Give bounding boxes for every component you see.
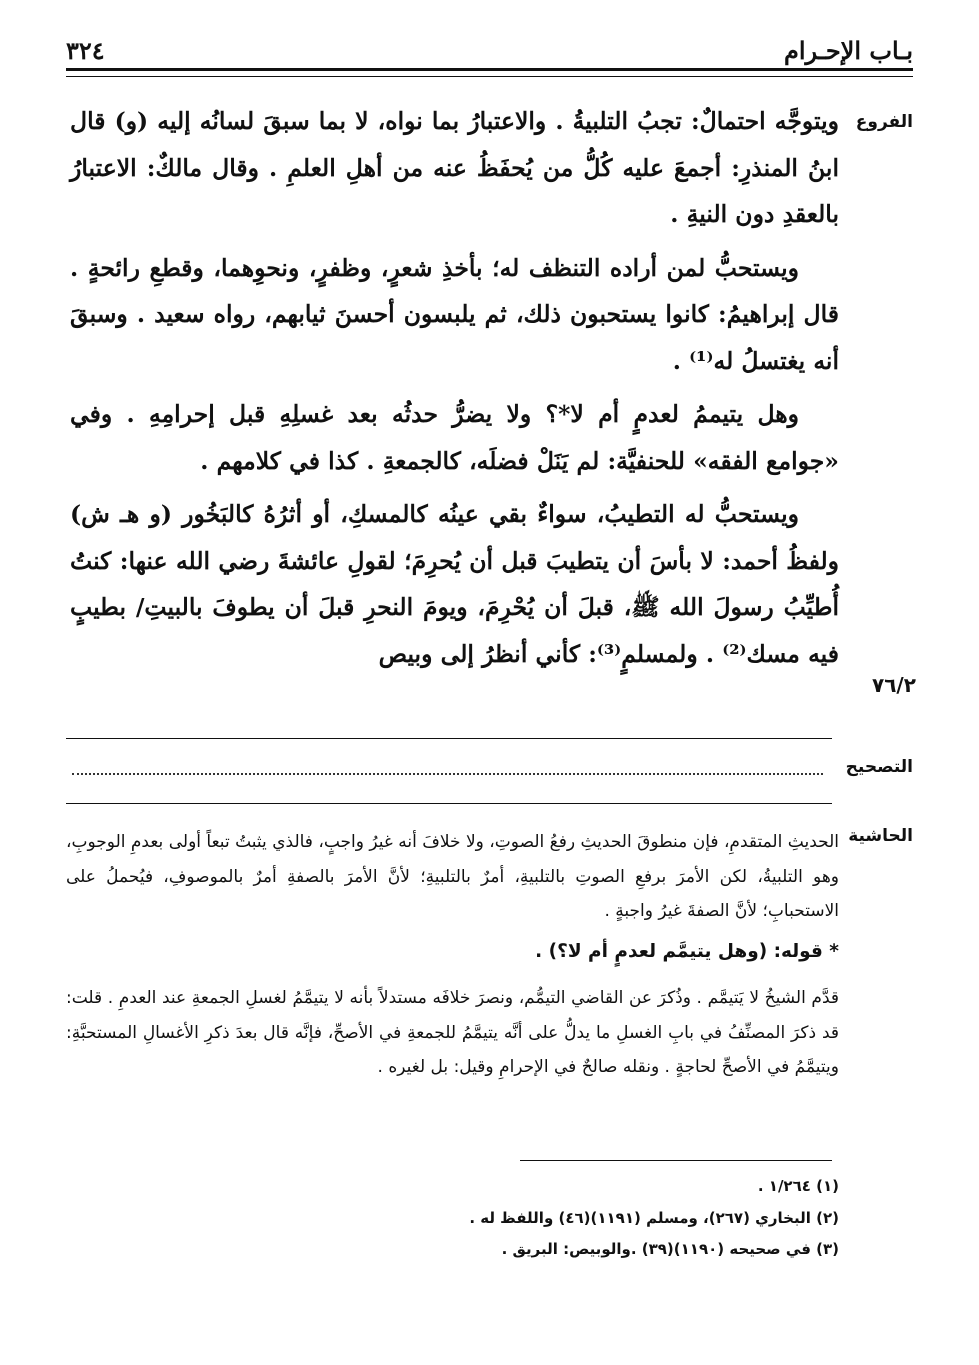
section-rule — [66, 738, 832, 739]
hashiya-paragraph: قدَّم الشيخُ لا يَتيمَّم . وذُكرَ عن القاضي التيمُّم، ونصرَ خلافَه مستدلاً بأنه لا يتيمَّمُ لغسلِ الجمعةِ عند العدمِ . قلت: قد ذكرَ المصنِّفُ في بابِ الغسلِ ما يدلُّ على أنَّه يتيمَّمُ للجمعةِ في الأصحِّ، فإنَّه قال بعدَ ذكرِ الأغسالِ المستحبَّةِ: ويتيمَّمُ في الأصحِّ لحاجةٍ . ونقله صالحٌ في الإحرامِ وقيل: بل لغيره . — [66, 988, 839, 1077]
side-label-tashih: التصحيح — [845, 757, 913, 777]
section-rule — [66, 803, 832, 804]
main-paragraph: ويستحبُّ له التطيبُ، سواءٌ بقي عينُه كالمسكِ، أو أثرُهُ كالبَخُور (و هـ ش) ولفظُ أحمد: لا بأسَ أن يتطيبَ قبل أن يُحرِمَ؛ لقولِ عائشةَ رضي الله عنها: كنتُ أُطيِّبُ رسولَ الله ﷺ، قبلَ أن يُحْرِمَ، ويومَ النحرِ قبلَ أن يطوفَ بالبيتِ/ بطيبٍ فيه مسك⁽²⁾ . ولمسلمٍ⁽³⁾: كأني أنظرُ إلى وبيص — [70, 500, 839, 668]
footnote: (٣) في صحيحه (١١٩٠)(٣٩) .والوبيص: البريق . — [501, 1240, 839, 1258]
footnote: (٢) البخاري (٢٦٧)، ومسلم (١١٩١)(٤٦) واللفظ له . — [469, 1208, 839, 1227]
footnote: (١) ١/٢٦٤ . — [757, 1177, 839, 1195]
main-paragraph: وهل يتيممُ لعدمٍ أم لا*؟ ولا يضرُّ حدثُه بعد غسلِهِ قبل إحرامِهِ . وفي «جوامع الفقه» للحنفيَّة: لم يَنَلْ فضلَه، كالجمعةِ . كذا في كلامهم . — [70, 400, 839, 475]
header-rule — [66, 68, 913, 77]
main-paragraph: ويستحبُّ لمن أراده التنظف له؛ بأخذِ شعرٍ، وظفرٍ، ونحوِهما، وقطعِ رائحةٍ . قال إبراهيمُ: كانوا يستحبون ذلك، ثم يلبسون أحسنَ ثيابهم، رواه سعيد . وسبقَ أنه يغتسلُ له⁽¹⁾ . — [70, 253, 839, 375]
running-header — [66, 30, 913, 70]
page-number: ٣٢٤ — [66, 35, 105, 65]
footnote-rule — [520, 1160, 832, 1161]
footnotes — [66, 1171, 839, 1266]
tashih-section — [66, 757, 913, 787]
hashiya-text — [66, 825, 839, 1091]
margin-volume-ref: ٧٦/٢ — [872, 673, 916, 697]
main-paragraph: ويتوجَّه احتمالٌ: تجبُ التلبيةُ . والاعتبارُ بما نواه، لا بما سبقَ لسانُه إليه (و) قال ابنُ المنذرِ: أجمعَ عليه كُلُّ من يُحفَظُ عنه من أهلِ العلمِ . وقال مالكٌ: الاعتبارُ بالعقدِ دون النيةِ . — [70, 107, 839, 228]
side-label-hashiya: الحاشية — [848, 826, 913, 846]
dotted-leader — [72, 773, 823, 775]
main-text — [70, 98, 839, 684]
chapter-title: بـاب الإحـرام — [784, 35, 913, 65]
side-label-furu: الفروع — [855, 112, 913, 132]
hashiya-quote: * قوله: (وهل يتيمَّم لعدمٍ أم لا؟) . — [535, 940, 839, 962]
hashiya-paragraph: الحديثِ المتقدمِ، فإن منطوقَ الحديثِ رفعُ الصوتِ، ولا خلافَ أنه غيرُ واجبٍ، فالذي يثبتُ تبعاً أولى بعدمِ الوجوبِ، وهو التلبيةُ، لكن الأمرَ برفعِ الصوتِ بالتلبيةِ، أمرٌ بالتلبيةِ؛ لأنَّ الأمرَ بالصفةِ أمرٌ بالموصوفِ، فيُحملُ على الاستحبابِ؛ لأنَّ الصفةَ غيرُ واجبةٍ . — [66, 832, 839, 921]
